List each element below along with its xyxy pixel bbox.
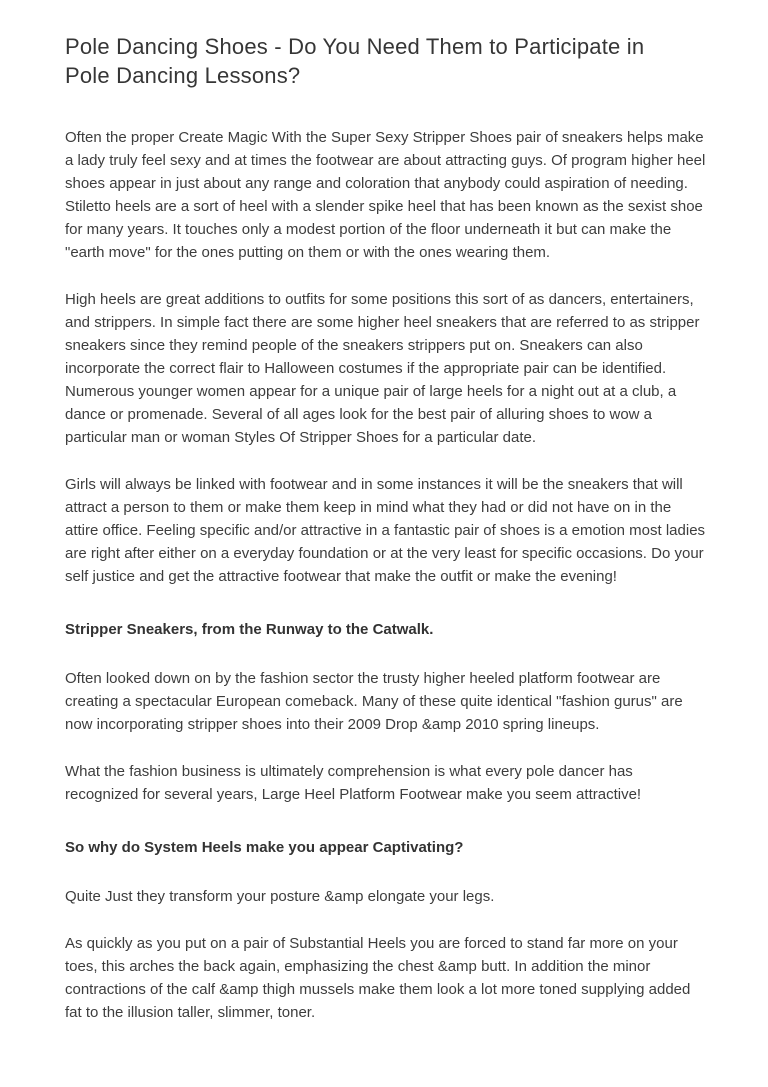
section-heading-runway-catwalk: Stripper Sneakers, from the Runway to the Catwalk.: [65, 621, 434, 638]
paragraph-intro: Often the proper Create Magic With the Super Sexy Stripper Shoes pair of sneakers helps make a lady truly feel sexy and at times the footwear are about attracting guys. Of program higher heel shoes appear in just about any range and coloration that anybody could aspiration of needing. Stiletto heels are a sort of heel with a slender spike heel that has been known as the sexist shoe for many years. It touches only a modest portion of the floor underneath it but can make the "earth move" for the ones putting on them or with the ones wearing them.: [65, 129, 706, 261]
article-title: Pole Dancing Shoes - Do You Need Them to Participate in Pole Dancing Lessons?: [65, 34, 645, 88]
paragraph-substantial-heels: As quickly as you put on a pair of Substantial Heels you are forced to stand far more on your toes, this arches the back again, emphasizing the chest &amp butt. In addition the minor contractions of the calf &amp thigh mussels make them look a lot more toned supplying added fat to the illusion taller, slimmer, toner.: [65, 935, 691, 1021]
paragraph-fashion-sector: Often looked down on by the fashion sector the trusty higher heeled platform footwear are creating a spectacular European comeback. Many of these quite identical "fashion gurus" are now incorporating stripper shoes into their 2009 Drop &amp 2010 spring lineups.: [65, 670, 683, 733]
paragraph-high-heels: High heels are great additions to outfits for some positions this sort of as dancers, entertainers, and strippers. In simple fact there are some higher heel sneakers that are referred to as stripper sneakers since they remind people of the sneakers strippers put on. Sneakers can also incorporate the correct flair to Halloween costumes if the appropriate pair can be identified. Numerous younger women appear for a unique pair of large heels for a night out at a club, a dance or promenade. Several of all ages look for the best pair of alluring shoes to wow a particular man or woman Styles Of Stripper Shoes for a particular date.: [65, 291, 700, 446]
paragraph-girls-footwear: Girls will always be linked with footwear and in some instances it will be the sneakers that will attract a person to them or make them keep in mind what they had or did not have on in the attire office. Feeling specific and/or attractive in a fantastic pair of shoes is a emotion most ladies are right after either on a everyday foundation or at the very least for specific occasions. Do your self justice and get the attractive footwear that make the outfit or make the evening!: [65, 476, 706, 585]
paragraph-posture: Quite Just they transform your posture &amp elongate your legs.: [65, 888, 495, 905]
section-heading-system-heels: So why do System Heels make you appear Captivating?: [65, 839, 464, 856]
paragraph-fashion-business: What the fashion business is ultimately comprehension is what every pole dancer has recognized for several years, Large Heel Platform Footwear make you seem attractive!: [65, 763, 642, 803]
